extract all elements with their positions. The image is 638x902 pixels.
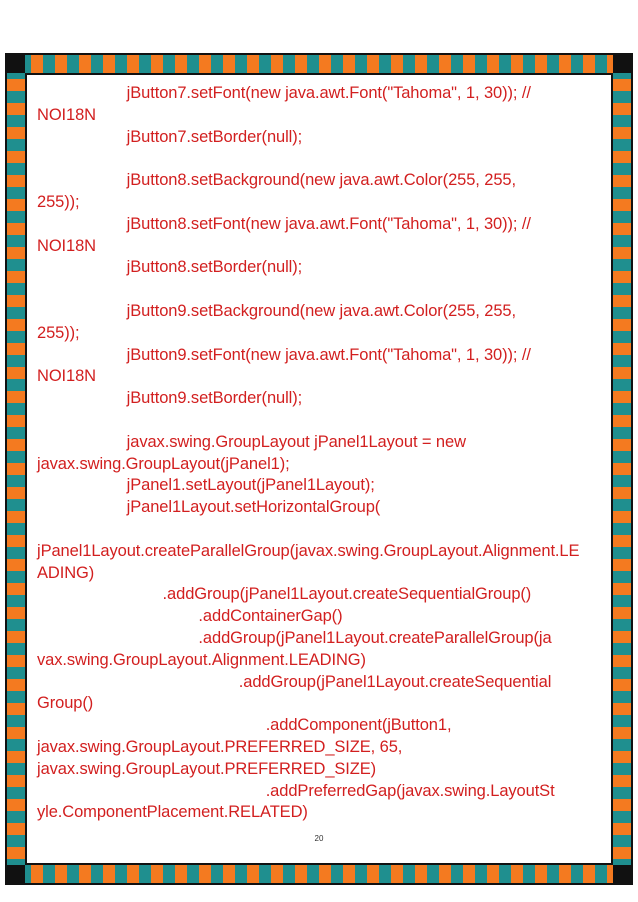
code-line: javax.swing.GroupLayout.PREFERRED_SIZE) [37, 759, 377, 778]
code-line: NOI18N [37, 105, 97, 124]
left-border-strip [7, 55, 25, 883]
code-line: yle.ComponentPlacement.RELATED) [37, 803, 308, 822]
right-border-strip [613, 55, 631, 883]
document-page [25, 73, 613, 865]
code-line: jPanel1Layout.setHorizontalGroup( [37, 498, 381, 517]
code-line: jButton8.setFont(new java.awt.Font("Tahoma", 1, 30)); // [37, 214, 531, 233]
code-line: vax.swing.GroupLayout.Alignment.LEADING) [37, 650, 366, 669]
code-line: jButton7.setFont(new java.awt.Font("Tahoma", 1, 30)); // [37, 84, 531, 102]
code-line: .addGroup(jPanel1Layout.createSequential [37, 672, 552, 691]
code-line: jButton8.setBorder(null); [37, 258, 303, 277]
code-line: jButton8.setBackground(new java.awt.Color(255, 255, [37, 171, 516, 190]
code-listing [37, 83, 605, 824]
code-line: javax.swing.GroupLayout(jPanel1); [37, 454, 290, 473]
code-line: javax.swing.GroupLayout.PREFERRED_SIZE, 65, [37, 737, 403, 756]
code-line: javax.swing.GroupLayout jPanel1Layout = new [37, 432, 466, 451]
code-line: .addPreferredGap(javax.swing.LayoutSt [37, 781, 555, 800]
code-line: NOI18N [37, 236, 97, 255]
code-line: ADING) [37, 563, 95, 582]
corner-block-bottom-right [613, 865, 631, 883]
code-line: .addGroup(jPanel1Layout.createSequentialGroup() [37, 585, 532, 604]
code-line: .addContainerGap() [37, 607, 343, 626]
corner-block-bottom-left [7, 865, 25, 883]
code-line: Group() [37, 694, 94, 713]
code-line: 255)); [37, 323, 80, 342]
code-line: jPanel1.setLayout(jPanel1Layout); [37, 476, 375, 495]
code-line: jButton9.setBackground(new java.awt.Color(255, 255, [37, 301, 516, 320]
code-line: jButton7.setBorder(null); [37, 127, 303, 146]
code-line: jPanel1Layout.createParallelGroup(javax.swing.GroupLayout.Alignment.LE [37, 541, 580, 560]
code-line: .addComponent(jButton1, [37, 716, 452, 735]
decorative-page-border [5, 53, 633, 885]
page-number: 20 [314, 834, 324, 843]
code-line: .addGroup(jPanel1Layout.createParallelGroup(ja [37, 628, 552, 647]
code-line: 255)); [37, 192, 80, 211]
code-line: NOI18N [37, 367, 97, 386]
corner-block-top-left [7, 55, 25, 73]
corner-block-top-right [613, 55, 631, 73]
code-line: jButton9.setBorder(null); [37, 389, 303, 408]
code-line: jButton9.setFont(new java.awt.Font("Tahoma", 1, 30)); // [37, 345, 531, 364]
